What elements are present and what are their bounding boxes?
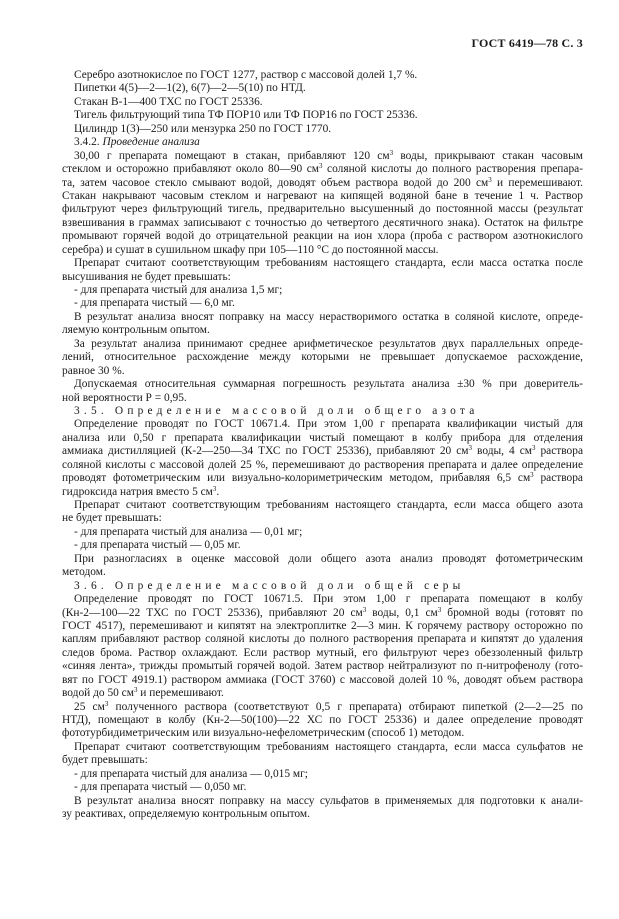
text-line: лений, относительное расхождение между которыми не превышает допускаемое расхождение, (62, 351, 583, 364)
text-line: серебра) и сушат в сушильном шкафу при 105—110 °С до постоянной массы. (62, 243, 439, 256)
text-line: будет превышать: (62, 754, 148, 767)
paragraph (62, 378, 583, 405)
text-line: ной вероятности Р = 0,95. (62, 391, 187, 404)
paragraph (62, 297, 583, 310)
paragraph (62, 82, 583, 95)
text-line: промывают горячей водой до отрицательной реакции на ион хлора (проба с раствором азотнокислого (62, 230, 583, 243)
text-line: Определение проводят по ГОСТ 10671.5. При этом 1,00 г препарата помещают в колбу (74, 593, 583, 606)
paragraph (62, 553, 583, 580)
text-line: аммиака дистилляцией (К-2—250—34 ТХС по ГОСТ 25336), прибавляют 20 $см^3$ воды, 4 $см^3$ раствора (62, 445, 583, 458)
text-line: - для препарата чистый для анализа — 0,015 мг; (74, 767, 308, 780)
text-line: та, затем часовое стекло смывают водой, доводят объем раствора водой до 200 $см^3$ и перемешивают. (62, 176, 583, 189)
text-line: - для препарата чистый — 0,050 мг. (74, 781, 247, 794)
text-line: Цилиндр 1(3)—250 или мензурка 250 по ГОСТ 1770. (74, 122, 332, 135)
paragraph (62, 539, 583, 552)
paragraph (62, 781, 583, 794)
text-line: соляной кислоты с массовой долей 25 %, перемешивают до растворения препарата и далее определение (62, 458, 583, 471)
text-line: 25 $см^3$ полученного раствора (соответствуют 0,5 г препарата) отбирают пипеткой (2—2—25 по (74, 700, 583, 713)
text-line: Препарат считают соответствующим требованиям настоящего стандарта, если масса сульфатов не (74, 740, 583, 753)
text-line: гидроксида натрия вместо 5 $см^3$. (62, 485, 220, 498)
text-line: При разногласиях в оценке массовой доли общего азота анализ проводят фотометрическим (74, 552, 583, 565)
section-title: Проведение анализа (102, 136, 200, 149)
text-line: проводят фотометрическим или визуально-колориметрическим методом, прибавляя 6,5 $см^3$ раствора (62, 472, 583, 485)
text-line: Серебро азотнокислое по ГОСТ 1277, раствор с массовой долей 1,7 %. (74, 69, 418, 81)
text-line: НТД), помещают в колбу (Кн-2—50(100)—22 ХС по ГОСТ 25336) и далее определение проводят (62, 714, 583, 726)
text-line: «синяя лента», трижды промытый горячей водой. Затем раствор нейтрализуют по п-нитрофенолу (гото- (62, 660, 583, 673)
text-line: - для препарата чистый для анализа — 0,01 мг; (74, 525, 303, 538)
text-line: В результат анализа вносят поправку на массу нерастворимого остатка в соляной кислоте, опреде- (74, 310, 583, 323)
paragraph (62, 96, 583, 109)
text-line: Стакан накрывают часовым стеклом и нагревают на кипящей водяной бане в течение 1 ч. Раствор (62, 189, 583, 202)
paragraph (62, 311, 583, 338)
section-number: 3.4.2. (74, 136, 103, 149)
paragraph (62, 69, 583, 82)
text-line: (Кн-2—100—22 ТХС по ГОСТ 25336), прибавляют 20 $см^3$ воды, 0,1 $см^3$ бромной воды (готовят по (62, 606, 583, 619)
text-line: Пипетки 4(5)—2—1(2), 6(7)—2—5(10) по НТД. (74, 82, 306, 95)
paragraph (62, 109, 583, 122)
text-line: В результат анализа вносят поправку на массу сульфатов в применяемых для подготовки к анали- (74, 794, 583, 807)
page-header: ГОСТ 6419—78 С. 3 (471, 36, 583, 50)
text-line: - для препарата чистый — 6,0 мг. (74, 297, 235, 310)
section-heading (62, 580, 583, 593)
paragraph (62, 593, 583, 701)
text-line: вят по ГОСТ 4919.1) раствором аммиака (ГОСТ 3760) с массовой долей 10 %, доводят объем раствора (62, 673, 583, 686)
paragraph (62, 526, 583, 539)
text-line: не будет превышать: (62, 512, 162, 525)
text-line: водой до 50 $см^3$ и перемешивают. (62, 687, 224, 700)
text-line: ГОСТ 4517), перемешивают и кипятят на электроплитке 2—3 мин. К горячему раствору осторожно по (62, 619, 583, 632)
text-line: - для препарата чистый — 0,05 мг. (74, 539, 241, 552)
text-line (62, 136, 583, 149)
paragraph (62, 123, 583, 136)
paragraph (62, 768, 583, 781)
text-line: 3.6. Определение массовой доли общей серы (74, 579, 465, 592)
text-line: следов брома. Раствор охлаждают. Если раствор мутный, его фильтруют через обеззоленный фильтр (62, 646, 583, 659)
subsection-heading (62, 136, 583, 149)
text-line: Препарат считают соответствующим требованиям настоящего стандарта, если масса остатка после (74, 257, 583, 270)
paragraph (62, 150, 583, 258)
text-line: равное 30 %. (62, 364, 125, 377)
text-line: методом. (62, 566, 106, 579)
text-line: стеклом и осторожно прибавляют около 80—90 $см^3$ соляной кислоты до полного растворения препара- (62, 163, 583, 176)
paragraph (62, 701, 583, 741)
paragraph (62, 284, 583, 297)
text-line: зу реактивах, определяемую контрольным опытом. (62, 808, 310, 821)
text-line: 3.5. Определение массовой доли общего азота (74, 404, 479, 417)
text-line: фототурбидиметрическим или визуально-нефелометрическим (способ 1) методом. (62, 727, 465, 740)
text-line: Определение проводят по ГОСТ 10671.4. При этом 1,00 г препарата квалификации чистый для (74, 418, 583, 431)
text-line: взвешивания в граммах записывают с точностью до четвертого десятичного знака). Остаток на фильтре (62, 216, 583, 229)
text-line: За результат анализа принимают среднее арифметическое результатов двух параллельных опреде- (74, 337, 583, 350)
text-line: Препарат считают соответствующим требованиям настоящего стандарта, если масса общего азота (74, 499, 583, 511)
text-line: фильтруют через фильтрующий тигель, предварительно высушенный до постоянной массы (результат (62, 203, 583, 216)
paragraph (62, 257, 583, 284)
text-line: Стакан В-1—400 ТХС по ГОСТ 25336. (74, 95, 263, 108)
text-line: высушивания не будет превышать: (62, 270, 231, 283)
document-body (62, 69, 583, 822)
paragraph (62, 795, 583, 822)
paragraph (62, 338, 583, 378)
text-line: каплям прибавляют раствор соляной кислоты до полного растворения препарата и кипятят до удаления (62, 633, 583, 646)
paragraph (62, 499, 583, 526)
text-line: Допускаемая относительная суммарная погрешность результата анализа ±30 % при доверитель- (74, 378, 583, 391)
paragraph (62, 418, 583, 499)
text-line: Тигель фильтрующий типа ТФ ПОР10 или ТФ ПОР16 по ГОСТ 25336. (74, 109, 418, 122)
text-line: анализа или 0,50 г препарата квалификации чистый помещают в колбу прибора для отделения (62, 431, 583, 444)
text-line: ляемую контрольным опытом. (62, 324, 210, 337)
paragraph (62, 741, 583, 768)
text-line: 30,00 г препарата помещают в стакан, прибавляют 120 $см^3$ воды, прикрывают стакан часовым (74, 149, 583, 162)
section-heading (62, 405, 583, 418)
text-line: - для препарата чистый для анализа 1,5 мг; (74, 284, 283, 296)
